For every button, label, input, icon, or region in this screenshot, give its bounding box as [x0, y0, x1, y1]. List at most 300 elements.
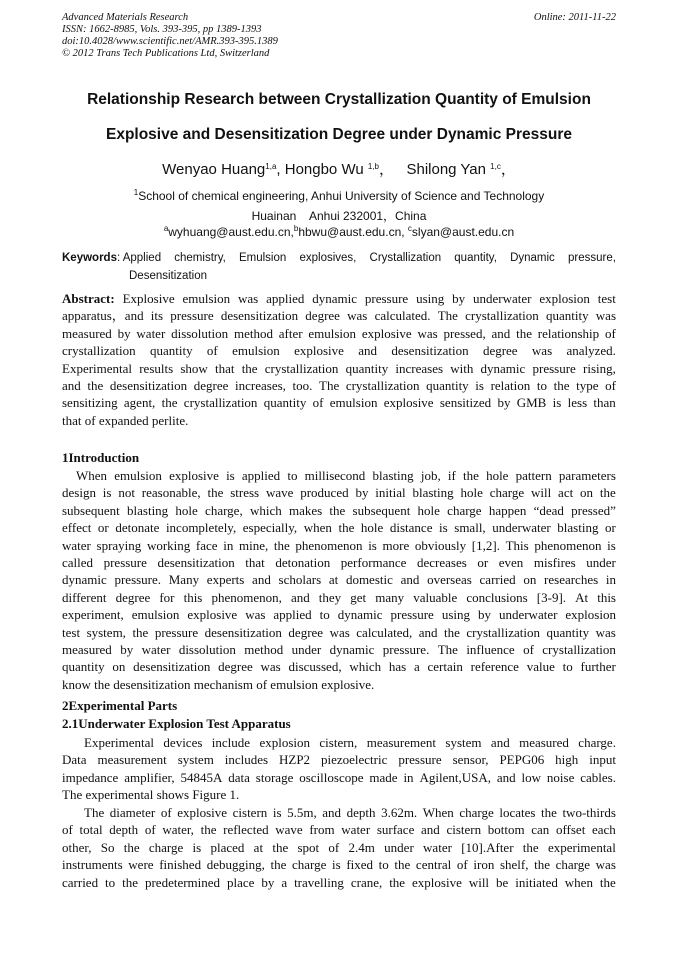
- word: that: [215, 360, 235, 376]
- word: was: [595, 857, 616, 873]
- word: produced: [300, 485, 349, 501]
- word: even: [498, 555, 524, 571]
- text-line: [62, 571, 616, 588]
- word: and: [421, 822, 440, 838]
- word: and: [358, 343, 378, 359]
- word: surface: [376, 822, 415, 838]
- keyword-word: quantity,: [454, 252, 497, 264]
- word: quantity: [546, 624, 590, 640]
- word: was: [595, 624, 616, 640]
- word: stress: [230, 485, 260, 501]
- word: explosive: [187, 607, 238, 623]
- word: discussed,: [288, 659, 342, 675]
- email-mark: a: [163, 224, 169, 233]
- word: the: [273, 537, 290, 553]
- word: oscilloscope: [299, 769, 364, 785]
- text-line: [62, 290, 616, 307]
- word: the: [338, 520, 355, 536]
- word: bottom: [487, 822, 525, 838]
- word: measured: [519, 735, 569, 750]
- word: of: [328, 839, 340, 855]
- word: the: [122, 874, 139, 890]
- word: measured: [62, 325, 112, 341]
- word: the: [534, 857, 551, 873]
- word: Experimental: [84, 735, 155, 750]
- author-list: [40, 158, 638, 179]
- word: decreases: [417, 555, 467, 571]
- keyword-word: : Applied: [116, 252, 162, 264]
- word: underwater: [492, 520, 551, 536]
- word: more: [382, 537, 410, 553]
- word: of: [312, 395, 324, 411]
- text-line: [62, 874, 616, 891]
- word: face: [195, 537, 218, 553]
- word: wave: [265, 485, 294, 501]
- word: if: [447, 468, 456, 483]
- word: place: [227, 874, 255, 890]
- word: The: [84, 805, 105, 820]
- author-separator: ，: [500, 161, 516, 178]
- word: than: [593, 395, 616, 411]
- word: and: [252, 572, 271, 588]
- word: desensitization: [220, 308, 299, 324]
- word: the: [516, 325, 532, 341]
- word: Experimental: [62, 360, 133, 376]
- text-line: [62, 394, 616, 411]
- word: the: [241, 360, 258, 376]
- word: increases: [395, 360, 444, 376]
- word: at: [253, 839, 264, 855]
- word: emulsion: [182, 291, 231, 306]
- word: was: [238, 291, 259, 306]
- copyright: © 2012 Trans Tech Publications Ltd, Switzerland: [62, 48, 270, 59]
- word: the: [463, 468, 479, 483]
- word: hole: [360, 520, 384, 536]
- word: phenomenon: [295, 537, 363, 553]
- word: under: [586, 555, 616, 571]
- word: in: [605, 572, 616, 588]
- word: was: [595, 308, 616, 324]
- email-mark: b: [293, 224, 299, 233]
- online-date: Online: 2011-11-22: [533, 12, 616, 23]
- word: When: [76, 468, 108, 483]
- word: explosive: [412, 874, 462, 890]
- word: further: [580, 659, 616, 675]
- word: pressure.: [382, 642, 430, 658]
- introduction-paragraph: [62, 467, 616, 693]
- word: not: [118, 485, 135, 501]
- word: of: [456, 857, 468, 873]
- word: desensitization: [391, 343, 469, 359]
- word: the: [270, 857, 287, 873]
- word: pressure.: [114, 572, 162, 588]
- word: domestic: [345, 572, 393, 588]
- word: spot: [297, 839, 320, 855]
- word: the: [540, 805, 557, 820]
- word: locates: [499, 805, 536, 820]
- abstract: [62, 290, 616, 429]
- word: the: [599, 874, 616, 890]
- affiliation-emails: [40, 225, 638, 239]
- word: crystallization: [264, 360, 339, 376]
- issn: ISSN: 1662-8985, Vols. 393-395, pp 1389-1393: [62, 24, 262, 35]
- word: devices: [163, 735, 203, 750]
- introduction-last-line: know the desensitization mechanism of emulsion explosive.: [62, 676, 375, 692]
- word: water: [423, 839, 452, 855]
- word: apparatus，and: [62, 308, 144, 324]
- keywords-label: Keywords: [62, 252, 117, 264]
- word: is: [368, 537, 377, 553]
- word: desensitization: [204, 624, 282, 640]
- word: water: [341, 822, 371, 838]
- word: impedance: [62, 769, 119, 785]
- word: dynamic: [337, 607, 383, 623]
- word: debugging,: [206, 857, 265, 873]
- word: conclusions: [466, 589, 528, 605]
- word: the: [200, 822, 217, 838]
- word: pressure: [398, 752, 442, 768]
- word: depth: [346, 805, 376, 820]
- word: called: [62, 555, 94, 571]
- author-affiliation-mark: 1,c: [490, 162, 501, 171]
- text-line: [62, 342, 616, 359]
- word: detonate: [115, 520, 160, 536]
- word: and: [491, 325, 511, 341]
- word: crystallization: [466, 624, 541, 640]
- text-line: [62, 856, 616, 873]
- journal-name: Advanced Materials Research: [62, 12, 189, 23]
- word: water: [136, 325, 166, 341]
- text-line: [62, 377, 616, 394]
- word: and: [290, 589, 310, 605]
- word: other,: [62, 839, 92, 855]
- word: input: [589, 752, 616, 768]
- word: dynamic: [62, 572, 107, 588]
- word: they: [318, 589, 342, 605]
- word: using: [416, 291, 445, 306]
- word: This: [505, 537, 529, 553]
- word: measured: [62, 642, 112, 658]
- word: or: [477, 555, 489, 571]
- word: initial: [375, 485, 406, 501]
- word: the: [87, 378, 104, 394]
- word: is: [607, 537, 616, 553]
- word: central: [415, 857, 452, 873]
- word: the: [444, 624, 460, 640]
- word: pressure: [154, 624, 199, 640]
- keyword-word: Emulsion: [238, 252, 287, 264]
- word: cistern,: [319, 735, 358, 750]
- word: quantity: [263, 395, 307, 411]
- word: a: [413, 659, 420, 675]
- text-line: [62, 554, 616, 571]
- word: The: [319, 378, 340, 394]
- affiliation-city: Huainan Anhui 232001，China: [251, 209, 427, 223]
- word: explosive: [169, 468, 219, 483]
- word: measurement: [366, 735, 437, 750]
- word: emulsion: [232, 343, 280, 359]
- word: amplifier,: [124, 769, 175, 785]
- word: pressure: [364, 291, 409, 306]
- word: phenomenon,: [211, 589, 282, 605]
- word: degree: [193, 378, 229, 394]
- word: The: [437, 308, 458, 324]
- word: each: [591, 822, 616, 838]
- word: crystallization: [183, 395, 258, 411]
- author-affiliation-mark: 1,a: [265, 162, 277, 171]
- word: this: [183, 589, 203, 605]
- word: using: [441, 607, 470, 623]
- word: design: [62, 485, 96, 501]
- word: two-thirds: [562, 805, 616, 820]
- word: made: [369, 769, 398, 785]
- email-link[interactable]: wyhuang@aust.edu.cn,: [168, 225, 294, 239]
- word: dynamic: [480, 360, 526, 376]
- word: [3-9].: [536, 589, 567, 605]
- word: pressure: [170, 308, 214, 324]
- word: is: [226, 468, 235, 483]
- word: diameter: [109, 805, 156, 820]
- word: by: [355, 485, 369, 501]
- word: pattern: [515, 468, 552, 483]
- word: certain: [427, 659, 463, 675]
- word: type: [576, 378, 599, 394]
- word: subsequent: [352, 502, 411, 518]
- word: the: [161, 395, 178, 411]
- word: or: [605, 520, 616, 536]
- word: placed: [210, 839, 245, 855]
- text-line: [62, 606, 616, 623]
- word: sensitized: [439, 395, 492, 411]
- word: by: [261, 874, 275, 890]
- word: Many: [168, 572, 200, 588]
- word: carried: [479, 572, 516, 588]
- word: shelf,: [499, 857, 529, 873]
- word: the: [329, 502, 346, 518]
- word: charge: [555, 857, 591, 873]
- word: charge: [291, 857, 327, 873]
- word: GMB: [516, 395, 547, 411]
- word: in: [403, 769, 414, 785]
- word: to: [287, 468, 298, 483]
- word: travelling: [294, 874, 344, 890]
- word: under: [291, 642, 322, 658]
- word: crystallization: [345, 378, 420, 394]
- keyword-word: Dynamic: [510, 252, 555, 264]
- word: valuable: [413, 589, 458, 605]
- word: Explosive: [122, 291, 175, 306]
- word: reasonable,: [141, 485, 201, 501]
- word: test: [597, 291, 616, 306]
- text-line: [62, 658, 616, 675]
- text-line: [62, 624, 616, 641]
- word: quantity: [62, 659, 105, 675]
- word: sensitizing: [62, 395, 118, 411]
- word: [10].After: [461, 839, 514, 855]
- word: and: [418, 624, 438, 640]
- affiliation-mark: 1: [133, 188, 139, 197]
- word: has: [388, 659, 407, 675]
- word: includes: [224, 752, 269, 768]
- word: dissolution: [171, 325, 229, 341]
- word: hole: [175, 502, 198, 518]
- word: high: [555, 752, 579, 768]
- word: the: [207, 485, 224, 501]
- keyword-word: chemistry,: [174, 252, 226, 264]
- word: at: [328, 572, 339, 588]
- word: explosion: [539, 291, 590, 306]
- word: charge: [459, 805, 494, 820]
- word: dynamic: [329, 642, 375, 658]
- word: by: [452, 291, 466, 306]
- word: get: [350, 589, 367, 605]
- word: will: [468, 874, 490, 890]
- word: the: [553, 378, 570, 394]
- email-link[interactable]: hbwu@aust.edu.cn,: [298, 225, 408, 239]
- word: rising,: [583, 360, 616, 376]
- abstract-last-line: that of expanded perlite.: [62, 412, 189, 428]
- word: and: [490, 735, 510, 750]
- word: 5.5m,: [287, 805, 317, 820]
- word: show: [180, 360, 208, 376]
- word: relation: [490, 378, 531, 394]
- word: method: [244, 642, 284, 658]
- word: distance: [389, 520, 433, 536]
- word: job,: [420, 468, 441, 483]
- abstract-label: Abstract:: [62, 291, 115, 306]
- word: At: [575, 589, 589, 605]
- word: include: [211, 735, 251, 750]
- text-line: [62, 307, 616, 324]
- word: data: [228, 769, 250, 785]
- word: pressure: [532, 360, 576, 376]
- word: pressure: [103, 555, 147, 571]
- word: relationship: [537, 325, 600, 341]
- word: of: [605, 378, 616, 394]
- word: predetermined: [144, 874, 221, 890]
- text-line: [62, 821, 616, 838]
- word: test: [62, 624, 81, 640]
- word: blasting: [127, 502, 169, 518]
- word: by: [120, 642, 134, 658]
- word: of: [160, 805, 172, 820]
- word: be: [496, 874, 509, 890]
- word: charge: [148, 839, 184, 855]
- word: PEPG06: [499, 752, 545, 768]
- word: effect: [62, 520, 92, 536]
- word: charge,: [205, 502, 243, 518]
- word: the: [389, 874, 406, 890]
- word: the: [123, 839, 140, 855]
- word: is: [552, 395, 562, 411]
- word: When: [422, 805, 454, 820]
- word: water,: [162, 822, 194, 838]
- keyword-continuation: Desensitization: [129, 270, 207, 282]
- word: 54845A: [180, 769, 223, 785]
- word: low: [521, 769, 542, 785]
- word: different: [62, 589, 107, 605]
- text-line: [62, 769, 616, 786]
- word: underwater: [498, 607, 558, 623]
- word: was: [417, 325, 438, 341]
- text-line: [62, 325, 616, 342]
- word: subsequent: [62, 502, 120, 518]
- word: explosive: [383, 395, 434, 411]
- word: is: [439, 520, 448, 536]
- word: desensitization: [157, 555, 235, 571]
- word: which: [349, 659, 382, 675]
- word: this: [597, 589, 616, 605]
- word: is: [272, 805, 282, 820]
- word: detonation: [275, 555, 331, 571]
- word: instruments: [62, 857, 123, 873]
- word: of: [604, 325, 616, 341]
- text-line: [62, 589, 616, 606]
- word: explosive: [294, 343, 344, 359]
- word: by: [477, 607, 491, 623]
- word: can: [531, 822, 550, 838]
- doi: doi:10.4028/www.scientific.net/AMR.393-395.1389: [62, 36, 278, 47]
- paper-title-line-1: Relationship Research between Crystallization Quantity of Emulsion: [87, 91, 591, 108]
- word: sensor,: [452, 752, 489, 768]
- paper-title-line-2: Explosive and Desensitization Degree under Dynamic Pressure: [105, 126, 573, 143]
- word: calculated,: [356, 624, 413, 640]
- word: the: [599, 485, 616, 501]
- word: iron: [473, 857, 495, 873]
- text-line: [62, 804, 616, 821]
- email-link[interactable]: slyan@aust.edu.cn: [411, 225, 515, 239]
- word: was: [245, 607, 266, 623]
- word: pressed,: [443, 325, 486, 341]
- word: initiated: [515, 874, 558, 890]
- word: under: [384, 839, 414, 855]
- word: dissolution: [178, 642, 236, 658]
- word: cistern: [232, 805, 268, 820]
- word: too.: [292, 378, 313, 394]
- word: that: [245, 555, 265, 571]
- author-separator: ,: [276, 161, 285, 178]
- word: and: [322, 805, 342, 820]
- word: analyzed.: [566, 343, 616, 359]
- keywords-block: [62, 249, 616, 285]
- word: from: [309, 822, 335, 838]
- word: quantity: [426, 378, 469, 394]
- word: is: [332, 857, 341, 873]
- word: desensitization: [109, 378, 188, 394]
- word: water: [141, 642, 171, 658]
- section-heading-introduction: 1Introduction: [62, 450, 140, 465]
- word: of: [62, 822, 73, 838]
- word: emulsion: [308, 325, 357, 341]
- word: hole: [460, 485, 483, 501]
- word: makes: [288, 502, 323, 518]
- word: to: [378, 857, 389, 873]
- word: So: [100, 839, 115, 855]
- word: the: [272, 839, 289, 855]
- word: quantity: [345, 360, 389, 376]
- word: when: [564, 874, 593, 890]
- word: value: [526, 659, 555, 675]
- text-line: [62, 734, 616, 751]
- word: is: [102, 485, 112, 501]
- apparatus-paragraph-2: [62, 804, 616, 891]
- word: quantity: [545, 308, 589, 324]
- word: charge: [447, 502, 482, 518]
- email-mark: c: [407, 224, 412, 233]
- word: water: [62, 537, 91, 553]
- word: experimental: [547, 839, 616, 855]
- word: wave: [275, 822, 303, 838]
